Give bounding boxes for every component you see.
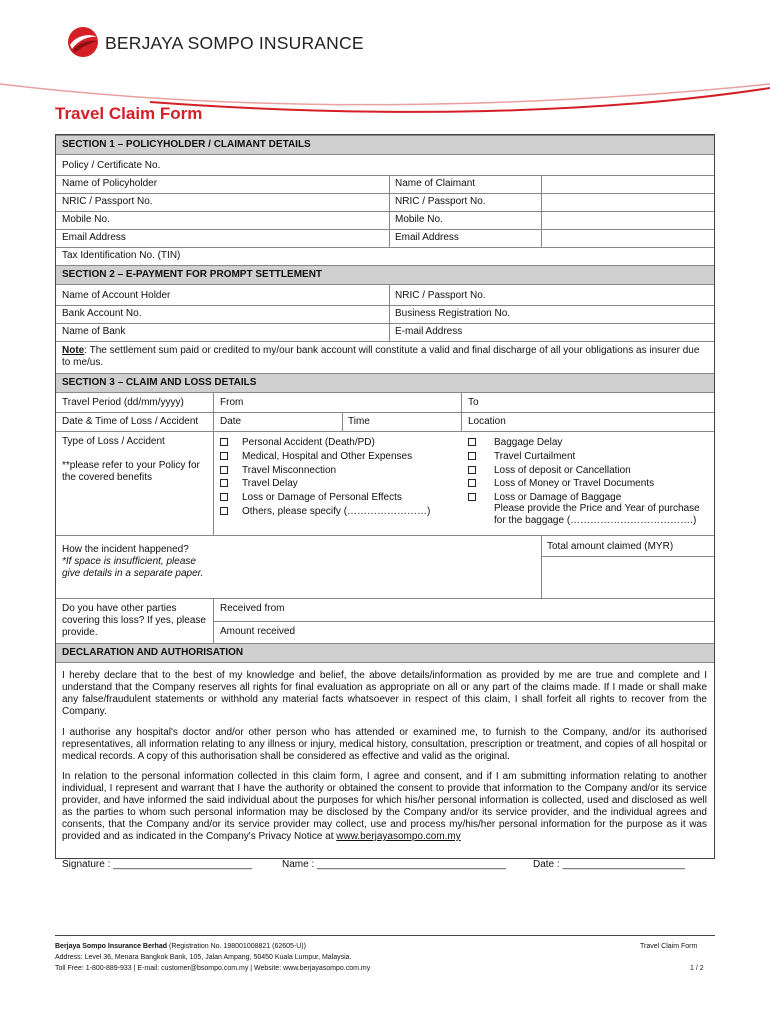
privacy-notice-link[interactable]: www.berjayasompo.com.my xyxy=(336,831,461,842)
location-label: Location xyxy=(468,416,506,427)
travel-period-label: Travel Period (dd/mm/yyyy) xyxy=(62,397,184,408)
total-claimed-label: Total amount claimed (MYR) xyxy=(547,541,674,552)
declaration-para-3 xyxy=(62,771,707,843)
claimant-nric-label: NRIC / Passport No. xyxy=(395,196,486,207)
note-label: Note xyxy=(62,345,85,356)
time-label: Time xyxy=(348,416,370,427)
section2-title: SECTION 2 – E-PAYMENT FOR PROMPT SETTLEMENT xyxy=(62,269,323,280)
policyholder-mobile-label: Mobile No. xyxy=(62,214,110,225)
policyholder-name-label: Name of Policyholder xyxy=(62,178,158,189)
account-nric-label: NRIC / Passport No. xyxy=(395,290,486,301)
checkbox-money-documents[interactable] xyxy=(468,479,476,487)
option-others: Others, please specify (……………………) xyxy=(242,506,431,517)
footer-contact: Toll Free: 1-800-889-933 | E-mail: customer@bsompo.com.my | Website: www.berjayasompo.com.my xyxy=(55,965,371,972)
incident-question: How the incident happened? xyxy=(62,544,189,555)
checkbox-baggage-delay[interactable] xyxy=(468,438,476,446)
refer-policy-note: **please refer to your Policy for the covered benefits xyxy=(62,460,200,483)
option-baggage-delay: Baggage Delay xyxy=(494,437,563,448)
footer-page-number: 1 / 2 xyxy=(690,965,704,972)
settlement-note xyxy=(62,345,710,369)
checkbox-personal-accident[interactable] xyxy=(220,438,228,446)
footer-company-name: Berjaya Sompo Insurance Berhad xyxy=(55,943,168,950)
form-title: Travel Claim Form xyxy=(55,104,203,123)
note-text: : The settlement sum paid or credited to my/our bank account will constitute a valid and final discharge of all your obligations as insurer due to me/us. xyxy=(62,345,700,368)
bank-email-label: E-mail Address xyxy=(395,326,463,337)
declaration-title: DECLARATION AND AUTHORISATION xyxy=(62,647,244,658)
footer-registration: (Registration No. 198001008821 (62605-U)) xyxy=(167,943,306,950)
datetime-loss-label: Date & Time of Loss / Accident xyxy=(62,416,199,427)
footer-address: Address: Level 36, Menara Bangkok Bank, 105, Jalan Ampang, 50450 Kuala Lumpur, Malaysia. xyxy=(55,954,352,961)
signature-field[interactable]: Signature : _________________________ xyxy=(62,859,253,870)
other-parties-question: Do you have other parties covering this loss? If yes, please provide. xyxy=(62,603,206,638)
section3-header xyxy=(56,373,714,393)
declaration-para-2: I authorise any hospital's doctor and/or other person who has attended or examined me, to furnish to the Company, and/or its authorised representatives, all information relating to any illness or injury, medical history, consultation, prescription or treatment, and copies of all hospital or medical records. A copy of this authorisation shall be considered as effective and valid as the original. xyxy=(62,727,707,762)
tin-label: Tax Identification No. (TIN) xyxy=(62,250,181,261)
amount-received-label: Amount received xyxy=(220,626,296,637)
section1-header xyxy=(56,135,714,155)
option-money-documents: Loss of Money or Travel Documents xyxy=(494,478,655,489)
option-cancellation: Loss of deposit or Cancellation xyxy=(494,465,631,476)
type-loss-label: Type of Loss / Accident xyxy=(62,436,165,447)
checkbox-others[interactable] xyxy=(220,507,228,515)
date-label: Date xyxy=(220,416,242,427)
option-travel-delay: Travel Delay xyxy=(242,478,298,489)
checkbox-personal-effects[interactable] xyxy=(220,493,228,501)
declaration-para-1: I hereby declare that to the best of my knowledge and belief, the above details/information as provided by me are true and complete and I understand that the Company reserves all rights for final evaluation as appropriate on all or any part of the claims made. If I made or shall make any false/fraudulent statements or withhold any material facts whatsoever in respect of this claim, I shall forfeit all rights to recover from the Company. xyxy=(62,670,707,717)
company-name: BERJAYA SOMPO INSURANCE xyxy=(105,33,364,53)
section3-title: SECTION 3 – CLAIM AND LOSS DETAILS xyxy=(62,377,257,388)
baggage-price-note: Please provide the Price and Year of purchase for the baggage (……………………………….) xyxy=(494,503,700,526)
checkbox-travel-delay[interactable] xyxy=(220,479,228,487)
bank-name-label: Name of Bank xyxy=(62,326,126,337)
to-label: To xyxy=(468,397,479,408)
date-field[interactable]: Date : ______________________ xyxy=(533,859,685,870)
checkbox-medical[interactable] xyxy=(220,452,228,460)
footer-form-name: Travel Claim Form xyxy=(640,943,698,950)
name-field[interactable]: Name : __________________________________ xyxy=(282,859,507,870)
footer-company xyxy=(55,942,306,952)
claimant-name-label: Name of Claimant xyxy=(395,178,476,189)
option-misconnection: Travel Misconnection xyxy=(242,465,337,476)
checkbox-cancellation[interactable] xyxy=(468,466,476,474)
claimant-mobile-label: Mobile No. xyxy=(395,214,443,225)
option-personal-accident: Personal Accident (Death/PD) xyxy=(242,437,375,448)
checkbox-curtailment[interactable] xyxy=(468,452,476,460)
section2-header xyxy=(56,265,714,285)
declaration-header xyxy=(56,643,714,663)
checkbox-misconnection[interactable] xyxy=(220,466,228,474)
account-holder-label: Name of Account Holder xyxy=(62,290,171,301)
claim-form-frame xyxy=(55,134,715,870)
policy-no-label: Policy / Certificate No. xyxy=(62,160,161,171)
footer-divider xyxy=(55,935,715,936)
incident-note: *If space is insufficient, please give details in a separate paper. xyxy=(62,556,204,579)
policyholder-email-label: Email Address xyxy=(62,232,126,243)
claimant-email-label: Email Address xyxy=(395,232,459,243)
policyholder-nric-label: NRIC / Passport No. xyxy=(62,196,153,207)
bank-account-label: Bank Account No. xyxy=(62,308,142,319)
option-medical: Medical, Hospital and Other Expenses xyxy=(242,451,413,462)
option-curtailment: Travel Curtailment xyxy=(494,451,576,462)
received-from-label: Received from xyxy=(220,603,285,614)
option-baggage-damage: Loss or Damage of Baggage xyxy=(494,492,622,503)
option-personal-effects: Loss or Damage of Personal Effects xyxy=(242,492,402,503)
checkbox-baggage-damage[interactable] xyxy=(468,493,476,501)
business-reg-label: Business Registration No. xyxy=(395,308,511,319)
declaration-para-3-text: In relation to the personal information collected in this claim form, I agree and consent, and if I am submitting information relating to another individual, I represent and warrant that I have the authority or obtained the consent to provide that information to the Company and/or its service provider, and have informed the said individual about the purposes for which his/her personal information is collected, used and disclosed as well as the parties to whom such personal information may be disclosed by the Company and/or its service provider, and the individual agrees and consents, that the Company and/or its service provider may collect, use and process my/his/her personal information for the purpose as it was provided and as indicated in the Company's Privacy Notice at xyxy=(62,771,707,842)
section1-title: SECTION 1 – POLICYHOLDER / CLAIMANT DETAILS xyxy=(62,139,311,150)
from-label: From xyxy=(220,397,244,408)
